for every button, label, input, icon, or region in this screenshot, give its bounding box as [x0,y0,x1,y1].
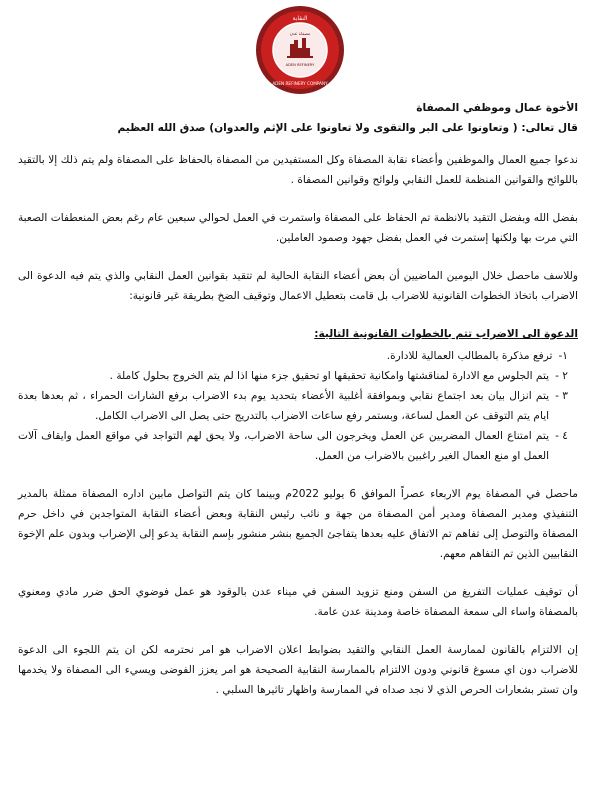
paragraph-2: بفضل الله وبفضل التقيد بالانظمة تم الحفاظ على المصفاة واستمرت في العمل لحوالي سبعين عام رغم بعض المنعطفات الصعبة التي مرت بها ولكنها إستمرت في العمل بفضل جهود وصمود العاملين. [18,212,578,244]
step-text: يتم امتناع العمال المضربين عن العمل ويخرجون الى ساحة الاضراب، ولا يحق لهم التواجد في مواقع العمل وايقاف آلات العمل او منع العمال الغير راغبين بالاضراب من العمل. [18,430,550,462]
paragraph-6: إن الالتزام بالقانون لممارسة العمل النقابي والتقيد بضوابط اعلان الاضراب هو امر نحترمه لكن ان يتم اللجوء الى الدعوة للاضراب دون اي مسوغ قانوني ودون الالتزام بالممارسة النقابية الصحيحة هو امر يعزز الفوضى ويسيء الى المصفاة ولا يخدمها وان تستر بشعارات الحرص الذي لا نجد صداه في الممارسة واظهار تاثيرها السلبي . [18,644,578,696]
quran-verse: قال تعالى: ( وتعاونوا على البر والتقوى ولا تعاونوا على الإثم والعدوان) صدق الله العظيم [117,122,578,134]
logo-top-text: النقابة [292,15,308,22]
step-text: يتم الجلوس مع الادارة لمناقشتها وامكانية تحقيقها او تحقيق جزء منها اذا لم يتم الخروج بحلول كاملة . [109,370,550,382]
step-text: يتم انزال بيان بعد اجتماع نقابي وبموافقة أغلبية الأعضاء بتحديد يوم بدء الاضراب برفع الشارات الحمراء ، ثم بعدها بعدة ايام يتم التوقف عن العمل لساعة، وبستمر رفع ساعات الاضراب بالتدريج حتى يصل الى الاضراب الكامل. [18,390,550,422]
steps-list [18,346,578,466]
step-number: ٢ - [555,370,568,382]
step-number: ٣ - [555,390,568,402]
paragraph-1: ندعوا جميع العمال والموظفين وأعضاء نقابة المصفاة وكل المستفيدين من المصفاة بالحفاظ على المصفاة ولم يتم ذلك إلا بالتقيد باللوائح والقوانين المنظمة للعمل النقابي ولوائح وقوانين المصفاة . [18,154,578,186]
step-number: ١- [558,350,568,362]
list-item [18,366,568,386]
logo-center-line-2: ADEN REFINERY [285,63,315,67]
paragraph-3: وللاسف ماحصل خلال اليومين الماضيين أن بعض أعضاء النقابة الحالية لم تتقيد بقوانين العمل النقابي والذي يتم فيه الدعوة الى الاضراب باتخاذ الخطوات القانونية للاضراب بل قامت بتعطيل الاعمال وتوقيف الضخ بطريقة غير قانونية: [18,270,578,302]
greeting: الأخوة عمال وموظفي المصفاة [416,102,578,114]
list-item [18,346,568,366]
paragraph-5: أن توقيف عمليات التفريغ من السفن ومنع تزويد السفن في ميناء عدن بالوقود هو عمل فوضوي الحق ضرر مادي ومعنوي بالمصفاة واساء الى سمعة المصفاة خاصة ومدينة عدن عامة. [18,586,578,618]
logo-bottom-text: ADEN REFINERY COMPANY [272,81,328,86]
seal-icon [254,4,346,96]
paragraph-4: ماحصل في المصفاة يوم الاربعاء عصراً الموافق 6 يوليو 2022م وبينما كان يتم التواصل مابين اداره المصفاة ممثلة بالمدير التنفيذي ومدير المصفاة ومدير أمن المصفاة من جهة و نائب رئيس النقابة وبعض أعضاء النقابة المتواجدين في داخل حرم المصفاة والتوصل إلى تفاهم تم الاتفاق عليه بعدها يتفاجئ الجميع بنشر منشور بإسم النقابة يدعو إلى الإضراب وبدون علم الإخوة النقابيين الذين تم التفاهم معهم. [18,488,578,560]
document-body [18,98,578,718]
step-number: ٤ - [555,430,568,442]
refinery-union-logo [254,4,346,96]
list-item [18,426,568,466]
steps-heading: الدعوة الى الاضراب تتم بالخطوات القانونية التالية: [314,328,578,340]
list-item [18,386,568,426]
step-text: ترفع مذكرة بالمطالب العمالية للادارة. [386,350,553,362]
logo-center-line-1: مصفاة عدن [289,31,311,36]
